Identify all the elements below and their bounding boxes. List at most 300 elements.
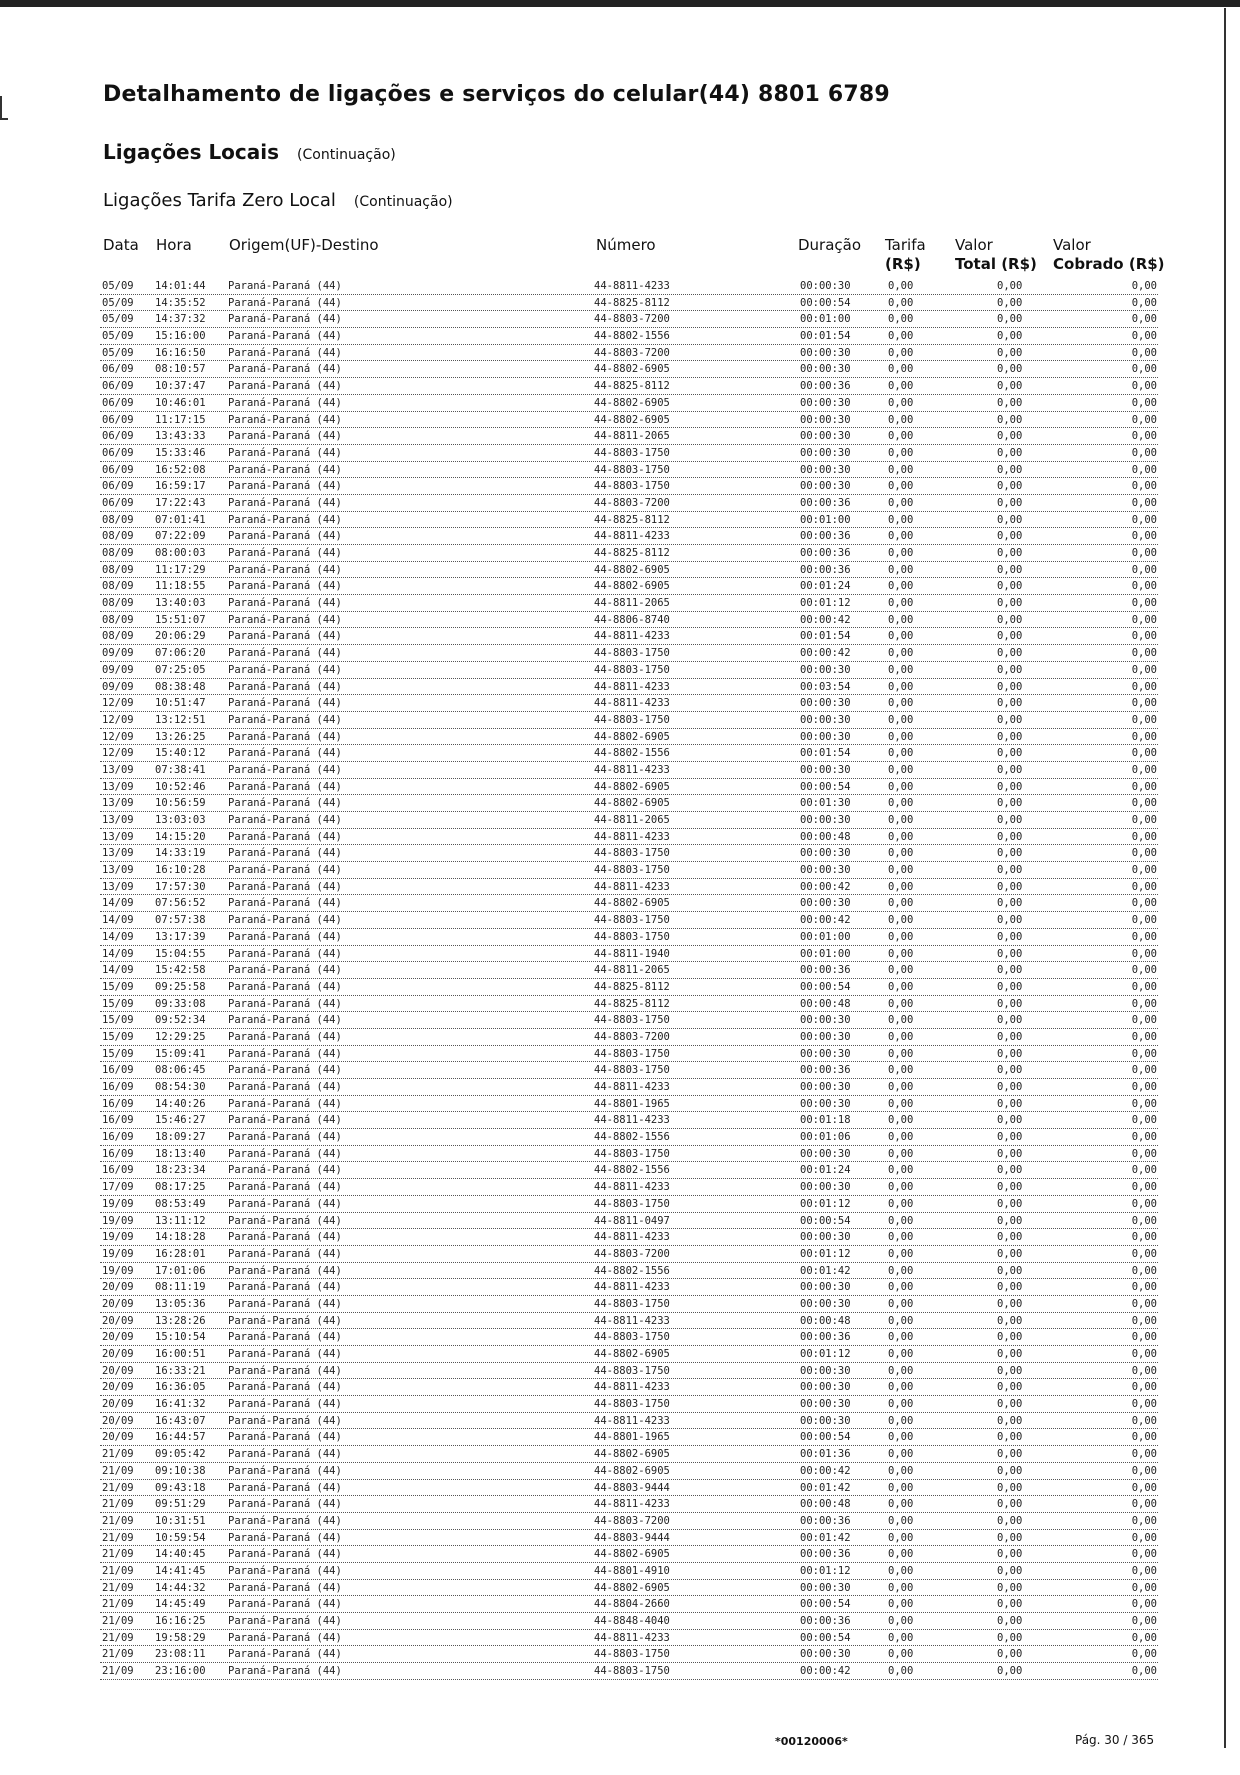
- cell-tarifa: 0,00: [888, 1030, 914, 1043]
- cell-valor-cobrado: 0,00: [1131, 1164, 1157, 1177]
- cell-valor-cobrado: 0,00: [1131, 647, 1157, 660]
- cell-valor-total: 0,00: [997, 663, 1023, 676]
- table-row: [100, 1296, 1158, 1313]
- cell-data: 15/09: [102, 1047, 134, 1060]
- document-code: *00120006*: [775, 1735, 848, 1748]
- table-row: [100, 545, 1158, 562]
- cell-valor-cobrado: 0,00: [1131, 663, 1157, 676]
- cell-duracao: 00:00:30: [800, 697, 851, 710]
- cell-origem: Paraná-Paraná (44): [228, 1131, 342, 1144]
- cell-duracao: 00:00:30: [800, 1231, 851, 1244]
- cell-hora: 15:51:07: [155, 613, 206, 626]
- cell-duracao: 00:00:30: [800, 814, 851, 826]
- cell-duracao: 00:00:36: [800, 1615, 851, 1627]
- cell-hora: 18:23:34: [155, 1164, 206, 1177]
- cell-hora: 16:16:25: [155, 1615, 206, 1627]
- table-row: [100, 578, 1158, 595]
- page-number: Pág. 30 / 365: [1075, 1733, 1155, 1747]
- cell-numero: 44-8825-8112: [594, 513, 670, 526]
- cell-valor-cobrado: 0,00: [1131, 1431, 1157, 1444]
- cell-origem: Paraná-Paraná (44): [228, 1464, 342, 1477]
- cell-tarifa: 0,00: [888, 947, 914, 960]
- cell-tarifa: 0,00: [888, 847, 914, 860]
- cell-origem: Paraná-Paraná (44): [228, 964, 342, 977]
- cell-tarifa: 0,00: [888, 480, 914, 493]
- cell-valor-cobrado: 0,00: [1131, 1564, 1157, 1577]
- cell-numero: 44-8806-8740: [594, 613, 670, 626]
- cell-origem: Paraná-Paraná (44): [228, 1514, 342, 1527]
- cell-numero: 44-8825-8112: [594, 547, 670, 559]
- cell-numero: 44-8803-7200: [594, 346, 670, 359]
- cell-hora: 14:40:26: [155, 1097, 206, 1110]
- cell-hora: 13:05:36: [155, 1297, 206, 1310]
- cell-origem: Paraná-Paraná (44): [228, 496, 342, 509]
- cell-tarifa: 0,00: [888, 1247, 914, 1260]
- cell-numero: 44-8803-7200: [594, 496, 670, 509]
- cell-valor-total: 0,00: [997, 713, 1023, 726]
- cell-numero: 44-8803-1750: [594, 713, 670, 726]
- cell-valor-cobrado: 0,00: [1131, 313, 1157, 326]
- cell-valor-total: 0,00: [997, 1097, 1023, 1110]
- cell-hora: 08:10:57: [155, 363, 206, 376]
- cell-origem: Paraná-Paraná (44): [228, 1431, 342, 1444]
- cell-numero: 44-8803-1750: [594, 1197, 670, 1210]
- table-row: [100, 1663, 1158, 1680]
- cell-tarifa: 0,00: [888, 496, 914, 509]
- cell-valor-total: 0,00: [997, 1531, 1023, 1544]
- table-row: [100, 1563, 1158, 1580]
- cell-origem: Paraná-Paraná (44): [228, 513, 342, 526]
- cell-tarifa: 0,00: [888, 463, 914, 476]
- cell-valor-cobrado: 0,00: [1131, 547, 1157, 559]
- cell-data: 16/09: [102, 1131, 134, 1144]
- cell-data: 20/09: [102, 1398, 134, 1411]
- table-row: [100, 946, 1158, 963]
- cell-data: 08/09: [102, 547, 134, 559]
- cell-origem: Paraná-Paraná (44): [228, 413, 342, 426]
- cell-data: 06/09: [102, 496, 134, 509]
- cell-tarifa: 0,00: [888, 296, 914, 309]
- table-row: [100, 1463, 1158, 1480]
- cell-hora: 16:33:21: [155, 1364, 206, 1377]
- cell-duracao: 00:00:42: [800, 914, 851, 927]
- cell-valor-total: 0,00: [997, 1231, 1023, 1244]
- cell-origem: Paraná-Paraná (44): [228, 1348, 342, 1360]
- cell-valor-total: 0,00: [997, 1297, 1023, 1310]
- cell-hora: 07:06:20: [155, 647, 206, 660]
- subsection-heading: [103, 190, 453, 211]
- cell-tarifa: 0,00: [888, 396, 914, 409]
- cell-valor-total: 0,00: [997, 1464, 1023, 1477]
- col-header-tarifa: [885, 236, 926, 274]
- cell-origem: Paraná-Paraná (44): [228, 547, 342, 559]
- cell-valor-total: 0,00: [997, 697, 1023, 710]
- cell-numero: 44-8801-1965: [594, 1097, 670, 1110]
- cell-duracao: 00:00:36: [800, 496, 851, 509]
- cell-data: 12/09: [102, 713, 134, 726]
- cell-numero: 44-8803-9444: [594, 1531, 670, 1544]
- col-header-valor-total: [955, 236, 1037, 274]
- cell-hora: 16:52:08: [155, 463, 206, 476]
- table-row: [100, 378, 1158, 395]
- cell-data: 12/09: [102, 697, 134, 710]
- table-row: [100, 1079, 1158, 1096]
- cell-tarifa: 0,00: [888, 1581, 914, 1594]
- table-row: [100, 1329, 1158, 1346]
- cell-data: 13/09: [102, 797, 134, 810]
- cell-valor-total: 0,00: [997, 330, 1023, 343]
- cell-valor-cobrado: 0,00: [1131, 1047, 1157, 1060]
- cell-duracao: 00:00:36: [800, 1514, 851, 1527]
- cell-data: 21/09: [102, 1514, 134, 1527]
- cell-origem: Paraná-Paraná (44): [228, 1414, 342, 1427]
- cell-origem: Paraná-Paraná (44): [228, 747, 342, 760]
- cell-origem: Paraná-Paraná (44): [228, 1648, 342, 1661]
- cell-origem: Paraná-Paraná (44): [228, 1548, 342, 1561]
- cell-numero: 44-8803-1750: [594, 1064, 670, 1077]
- cell-duracao: 00:00:30: [800, 396, 851, 409]
- cell-valor-total: 0,00: [997, 1030, 1023, 1043]
- cell-valor-total: 0,00: [997, 647, 1023, 660]
- cell-numero: 44-8811-4233: [594, 1231, 670, 1244]
- cell-tarifa: 0,00: [888, 1514, 914, 1527]
- col-header-valor-total-line2: Total (R$): [955, 255, 1037, 273]
- cell-duracao: 00:00:30: [800, 1381, 851, 1394]
- cell-duracao: 00:01:30: [800, 797, 851, 810]
- cell-duracao: 00:00:42: [800, 1464, 851, 1477]
- cell-valor-cobrado: 0,00: [1131, 580, 1157, 593]
- cell-tarifa: 0,00: [888, 1364, 914, 1377]
- table-row: [100, 845, 1158, 862]
- cell-numero: 44-8803-1750: [594, 663, 670, 676]
- cell-tarifa: 0,00: [888, 864, 914, 877]
- cell-valor-cobrado: 0,00: [1131, 1381, 1157, 1394]
- cell-data: 16/09: [102, 1164, 134, 1177]
- cell-numero: 44-8801-4910: [594, 1564, 670, 1577]
- cell-tarifa: 0,00: [888, 1197, 914, 1210]
- cell-hora: 14:35:52: [155, 296, 206, 309]
- cell-hora: 09:51:29: [155, 1498, 206, 1511]
- table-row: [100, 1496, 1158, 1513]
- cell-tarifa: 0,00: [888, 1231, 914, 1244]
- cell-origem: Paraná-Paraná (44): [228, 613, 342, 626]
- cell-valor-cobrado: 0,00: [1131, 296, 1157, 309]
- section-title: Ligações Locais: [103, 140, 280, 164]
- cell-valor-cobrado: 0,00: [1131, 1331, 1157, 1344]
- cell-data: 09/09: [102, 663, 134, 676]
- cell-numero: 44-8803-1750: [594, 480, 670, 493]
- cell-tarifa: 0,00: [888, 697, 914, 710]
- cell-numero: 44-8803-9444: [594, 1481, 670, 1494]
- cell-tarifa: 0,00: [888, 1114, 914, 1127]
- cell-hora: 10:51:47: [155, 697, 206, 710]
- cell-valor-total: 0,00: [997, 914, 1023, 927]
- cell-data: 12/09: [102, 730, 134, 743]
- table-row: [100, 311, 1158, 328]
- cell-data: 21/09: [102, 1531, 134, 1544]
- cell-hora: 14:37:32: [155, 313, 206, 326]
- cell-origem: Paraná-Paraná (44): [228, 1264, 342, 1277]
- cell-valor-cobrado: 0,00: [1131, 1081, 1157, 1093]
- col-header-numero: Número: [596, 236, 656, 254]
- cell-valor-total: 0,00: [997, 1264, 1023, 1277]
- cell-tarifa: 0,00: [888, 997, 914, 1010]
- cell-hora: 11:18:55: [155, 580, 206, 593]
- cell-hora: 16:59:17: [155, 480, 206, 493]
- cell-hora: 16:43:07: [155, 1414, 206, 1427]
- cell-numero: 44-8803-1750: [594, 1297, 670, 1310]
- cell-data: 14/09: [102, 914, 134, 927]
- cell-data: 21/09: [102, 1548, 134, 1561]
- table-row: [100, 361, 1158, 378]
- cell-valor-cobrado: 0,00: [1131, 496, 1157, 509]
- cell-duracao: 00:00:30: [800, 480, 851, 493]
- col-header-valor-cobrado-line2: Cobrado (R$): [1053, 255, 1165, 273]
- cell-valor-total: 0,00: [997, 396, 1023, 409]
- cell-numero: 44-8825-8112: [594, 997, 670, 1010]
- cell-data: 06/09: [102, 380, 134, 393]
- cell-valor-total: 0,00: [997, 1648, 1023, 1661]
- cell-tarifa: 0,00: [888, 1014, 914, 1027]
- cell-hora: 12:29:25: [155, 1030, 206, 1043]
- cell-origem: Paraná-Paraná (44): [228, 1164, 342, 1177]
- table-row: [100, 1313, 1158, 1330]
- cell-valor-total: 0,00: [997, 1014, 1023, 1027]
- table-row: [100, 895, 1158, 912]
- table-row: [100, 612, 1158, 629]
- cell-origem: Paraná-Paraná (44): [228, 1481, 342, 1494]
- cell-valor-cobrado: 0,00: [1131, 997, 1157, 1010]
- cell-numero: 44-8811-4233: [594, 880, 670, 893]
- cell-data: 08/09: [102, 630, 134, 643]
- cell-duracao: 00:01:42: [800, 1481, 851, 1494]
- col-header-valor-cobrado: [1053, 236, 1165, 274]
- cell-tarifa: 0,00: [888, 1398, 914, 1411]
- cell-hora: 08:06:45: [155, 1064, 206, 1077]
- cell-tarifa: 0,00: [888, 980, 914, 993]
- cell-valor-cobrado: 0,00: [1131, 780, 1157, 793]
- cell-data: 21/09: [102, 1631, 134, 1644]
- cell-numero: 44-8803-7200: [594, 1030, 670, 1043]
- table-row: [100, 829, 1158, 846]
- cell-duracao: 00:01:42: [800, 1264, 851, 1277]
- cell-tarifa: 0,00: [888, 1665, 914, 1678]
- cell-duracao: 00:01:00: [800, 313, 851, 326]
- cell-tarifa: 0,00: [888, 1214, 914, 1227]
- cell-data: 21/09: [102, 1598, 134, 1611]
- cell-valor-cobrado: 0,00: [1131, 880, 1157, 893]
- cell-numero: 44-8811-4233: [594, 697, 670, 710]
- cell-numero: 44-8801-1965: [594, 1431, 670, 1444]
- cell-tarifa: 0,00: [888, 663, 914, 676]
- table-row: [100, 295, 1158, 312]
- cell-hora: 09:52:34: [155, 1014, 206, 1027]
- cell-duracao: 00:00:48: [800, 1498, 851, 1511]
- cell-origem: Paraná-Paraná (44): [228, 663, 342, 676]
- cell-numero: 44-8803-1750: [594, 647, 670, 660]
- cell-hora: 08:17:25: [155, 1181, 206, 1194]
- cell-tarifa: 0,00: [888, 814, 914, 826]
- cell-valor-total: 0,00: [997, 847, 1023, 860]
- cell-valor-cobrado: 0,00: [1131, 1264, 1157, 1277]
- cell-tarifa: 0,00: [888, 763, 914, 776]
- cell-data: 14/09: [102, 897, 134, 910]
- cell-origem: Paraná-Paraná (44): [228, 1247, 342, 1260]
- cell-numero: 44-8802-6905: [594, 730, 670, 743]
- cell-origem: Paraná-Paraná (44): [228, 864, 342, 877]
- cell-duracao: 00:00:30: [800, 1097, 851, 1110]
- cell-tarifa: 0,00: [888, 964, 914, 977]
- table-row: [100, 929, 1158, 946]
- cell-tarifa: 0,00: [888, 1598, 914, 1611]
- cell-duracao: 00:00:36: [800, 1548, 851, 1561]
- cell-tarifa: 0,00: [888, 1131, 914, 1144]
- cell-duracao: 00:00:30: [800, 663, 851, 676]
- cell-valor-cobrado: 0,00: [1131, 1314, 1157, 1327]
- cell-valor-total: 0,00: [997, 1564, 1023, 1577]
- cell-hora: 11:17:29: [155, 563, 206, 576]
- cell-valor-cobrado: 0,00: [1131, 1615, 1157, 1627]
- cell-valor-cobrado: 0,00: [1131, 1498, 1157, 1511]
- table-row: [100, 762, 1158, 779]
- table-row: [100, 712, 1158, 729]
- cell-numero: 44-8811-4233: [594, 1181, 670, 1194]
- cell-origem: Paraná-Paraná (44): [228, 313, 342, 326]
- cell-hora: 16:00:51: [155, 1348, 206, 1360]
- cell-origem: Paraná-Paraná (44): [228, 1147, 342, 1160]
- cell-numero: 44-8802-1556: [594, 330, 670, 343]
- cell-valor-cobrado: 0,00: [1131, 713, 1157, 726]
- cell-data: 21/09: [102, 1665, 134, 1678]
- cell-hora: 18:09:27: [155, 1131, 206, 1144]
- cell-hora: 09:05:42: [155, 1448, 206, 1461]
- cell-data: 14/09: [102, 947, 134, 960]
- cell-numero: 44-8803-1750: [594, 1398, 670, 1411]
- cell-valor-cobrado: 0,00: [1131, 1147, 1157, 1160]
- cell-hora: 13:12:51: [155, 713, 206, 726]
- cell-origem: Paraná-Paraná (44): [228, 897, 342, 910]
- cell-origem: Paraná-Paraná (44): [228, 1064, 342, 1077]
- table-row: [100, 679, 1158, 696]
- cell-duracao: 00:00:54: [800, 1631, 851, 1644]
- cell-valor-cobrado: 0,00: [1131, 1481, 1157, 1494]
- cell-valor-cobrado: 0,00: [1131, 897, 1157, 910]
- cell-data: 15/09: [102, 1014, 134, 1027]
- cell-numero: 44-8811-4233: [594, 763, 670, 776]
- cell-duracao: 00:00:48: [800, 830, 851, 843]
- cell-valor-total: 0,00: [997, 613, 1023, 626]
- cell-hora: 15:09:41: [155, 1047, 206, 1060]
- table-row: [100, 445, 1158, 462]
- cell-origem: Paraná-Paraná (44): [228, 814, 342, 826]
- cell-numero: 44-8802-1556: [594, 1131, 670, 1144]
- cell-data: 20/09: [102, 1331, 134, 1344]
- cell-valor-total: 0,00: [997, 814, 1023, 826]
- cell-numero: 44-8811-1940: [594, 947, 670, 960]
- cell-data: 19/09: [102, 1247, 134, 1260]
- cell-tarifa: 0,00: [888, 1531, 914, 1544]
- table-row: [100, 779, 1158, 796]
- cell-tarifa: 0,00: [888, 1481, 914, 1494]
- cell-data: 19/09: [102, 1264, 134, 1277]
- cell-origem: Paraná-Paraná (44): [228, 797, 342, 810]
- cell-valor-total: 0,00: [997, 1514, 1023, 1527]
- cell-origem: Paraná-Paraná (44): [228, 1214, 342, 1227]
- cell-hora: 14:18:28: [155, 1231, 206, 1244]
- cell-data: 12/09: [102, 747, 134, 760]
- cell-duracao: 00:01:12: [800, 1564, 851, 1577]
- cell-data: 20/09: [102, 1348, 134, 1360]
- cell-origem: Paraná-Paraná (44): [228, 1381, 342, 1394]
- cell-valor-total: 0,00: [997, 730, 1023, 743]
- cell-numero: 44-8811-4233: [594, 1081, 670, 1093]
- cell-duracao: 00:00:30: [800, 1147, 851, 1160]
- cell-valor-total: 0,00: [997, 947, 1023, 960]
- cell-hora: 15:40:12: [155, 747, 206, 760]
- cell-data: 21/09: [102, 1498, 134, 1511]
- cell-hora: 14:41:45: [155, 1564, 206, 1577]
- cell-duracao: 00:00:48: [800, 1314, 851, 1327]
- cell-valor-total: 0,00: [997, 1665, 1023, 1678]
- cell-hora: 14:15:20: [155, 830, 206, 843]
- cell-valor-total: 0,00: [997, 1114, 1023, 1127]
- table-row: [100, 1062, 1158, 1079]
- table-row: [100, 1046, 1158, 1063]
- cell-hora: 16:28:01: [155, 1247, 206, 1260]
- cell-numero: 44-8811-4233: [594, 1414, 670, 1427]
- cell-tarifa: 0,00: [888, 597, 914, 610]
- cell-valor-cobrado: 0,00: [1131, 914, 1157, 927]
- cell-data: 21/09: [102, 1481, 134, 1494]
- table-row: [100, 1363, 1158, 1380]
- cell-hora: 09:43:18: [155, 1481, 206, 1494]
- cell-origem: Paraná-Paraná (44): [228, 1631, 342, 1644]
- cell-valor-total: 0,00: [997, 1381, 1023, 1394]
- cell-valor-cobrado: 0,00: [1131, 1281, 1157, 1294]
- cell-numero: 44-8802-6905: [594, 580, 670, 593]
- cell-hora: 13:40:03: [155, 597, 206, 610]
- cell-valor-cobrado: 0,00: [1131, 1448, 1157, 1461]
- cell-hora: 08:38:48: [155, 680, 206, 693]
- cell-numero: 44-8811-2065: [594, 814, 670, 826]
- cell-numero: 44-8803-7200: [594, 313, 670, 326]
- cell-valor-cobrado: 0,00: [1131, 346, 1157, 359]
- cell-tarifa: 0,00: [888, 797, 914, 810]
- cell-tarifa: 0,00: [888, 1615, 914, 1627]
- cell-hora: 14:45:49: [155, 1598, 206, 1611]
- cell-valor-total: 0,00: [997, 763, 1023, 776]
- cell-valor-cobrado: 0,00: [1131, 530, 1157, 543]
- cell-valor-cobrado: 0,00: [1131, 563, 1157, 576]
- cell-numero: 44-8811-4233: [594, 1498, 670, 1511]
- cell-numero: 44-8802-1556: [594, 1164, 670, 1177]
- cell-hora: 08:11:19: [155, 1281, 206, 1294]
- cell-numero: 44-8803-1750: [594, 847, 670, 860]
- table-row: [100, 962, 1158, 979]
- cell-data: 08/09: [102, 513, 134, 526]
- table-row: [100, 628, 1158, 645]
- cell-valor-total: 0,00: [997, 747, 1023, 760]
- table-row: [100, 1379, 1158, 1396]
- cell-valor-cobrado: 0,00: [1131, 1064, 1157, 1077]
- cell-origem: Paraná-Paraná (44): [228, 563, 342, 576]
- cell-valor-cobrado: 0,00: [1131, 830, 1157, 843]
- cell-origem: Paraná-Paraná (44): [228, 1564, 342, 1577]
- cell-tarifa: 0,00: [888, 680, 914, 693]
- cell-hora: 15:42:58: [155, 964, 206, 977]
- cell-origem: Paraná-Paraná (44): [228, 1197, 342, 1210]
- cell-hora: 23:16:00: [155, 1665, 206, 1678]
